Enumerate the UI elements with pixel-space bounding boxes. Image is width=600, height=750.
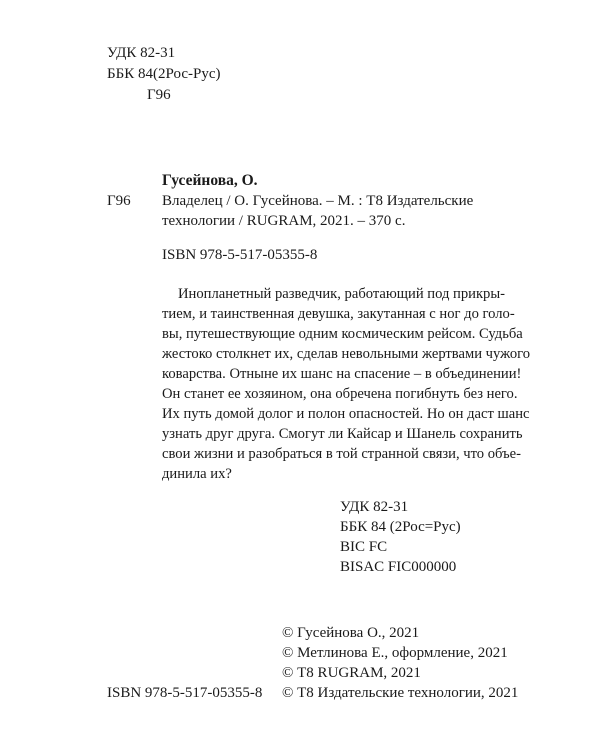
bbk-code: ББК 84 (2Рос=Рус) (340, 519, 461, 535)
bic-code: BIC FC (340, 539, 388, 555)
bbk-code-top: ББК 84(2Рос-Рус) (107, 66, 221, 82)
copyright-line: © Т8 Издательские технологии, 2021 (282, 685, 519, 701)
description-line: динила их? (162, 466, 232, 482)
description-line: Инопланетный разведчик, работающий под прикры- (178, 286, 506, 302)
bisac-code: BISAC FIC000000 (340, 559, 457, 575)
title-line-1: Владелец / О. Гусейнова. – М. : Т8 Издательские (162, 193, 474, 209)
description-line: вы, путешествующие одним космическим рейсом. Судьба (162, 326, 523, 342)
copyright-line: © Т8 RUGRAM, 2021 (282, 665, 421, 681)
udk-code-top: УДК 82-31 (107, 45, 176, 61)
title-line-2: технологии / RUGRAM, 2021. – 370 с. (162, 213, 406, 229)
author-name: Гусейнова, О. (162, 172, 258, 189)
description-line: тием, и таинственная девушка, закутанная с ног до голо- (162, 306, 515, 322)
description-line: свои жизни и разобраться в той странной связи, что объе- (162, 446, 521, 462)
description-line: жестоко столкнет их, сделав невольными жертвами чужого (162, 346, 531, 362)
copyright-line: © Метлинова Е., оформление, 2021 (282, 645, 508, 661)
copyright-line: © Гусейнова О., 2021 (282, 625, 420, 641)
description-line: Их путь домой долог и полон опасностей. Но он даст шанс (162, 406, 530, 422)
description-line: узнать друг друга. Смогут ли Кайсар и Шанель сохранить (162, 426, 523, 442)
author-mark: Г96 (107, 193, 131, 209)
description-line: Он станет ее хозяином, она обречена погибнуть без него. (162, 386, 518, 402)
isbn-main: ISBN 978-5-517-05355-8 (162, 247, 318, 263)
isbn-bottom: ISBN 978-5-517-05355-8 (107, 685, 263, 701)
udk-code: УДК 82-31 (340, 499, 409, 515)
author-mark-top: Г96 (147, 87, 171, 103)
description-line: коварства. Отныне их шанс на спасение – в объединении! (162, 366, 522, 382)
